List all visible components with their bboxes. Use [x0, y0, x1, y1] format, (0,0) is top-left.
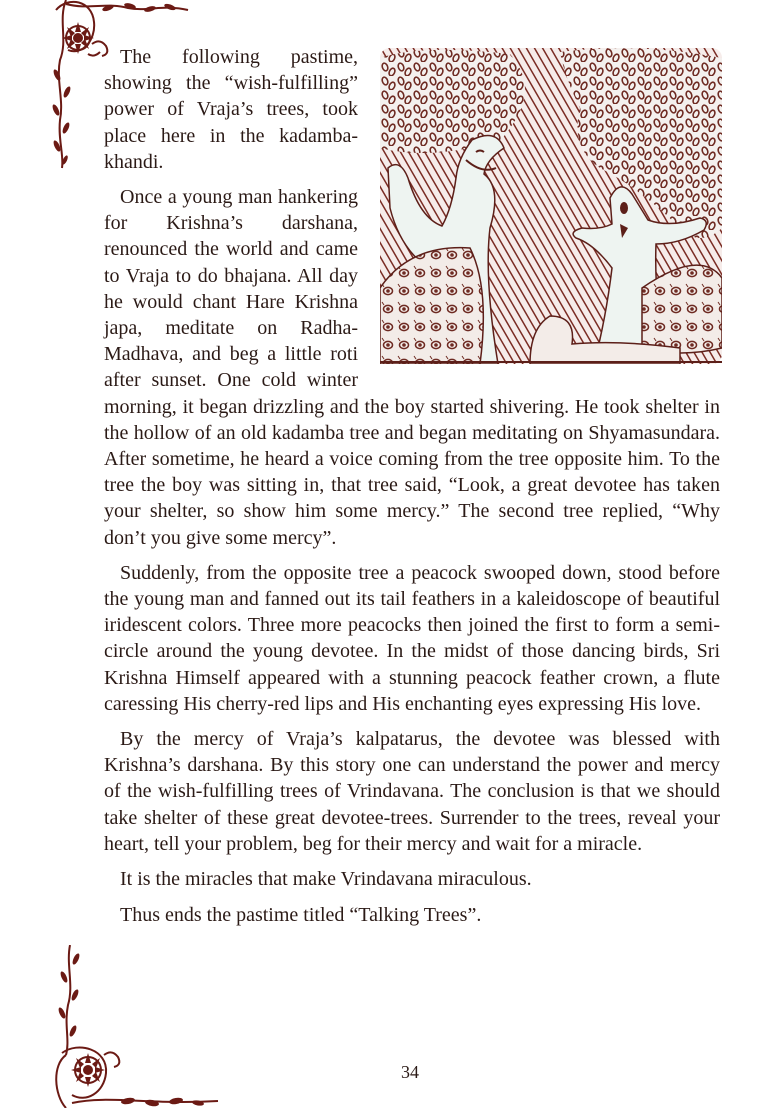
- paragraph-miracles: It is the miracles that make Vrindavana miraculous.: [120, 868, 532, 891]
- floral-corner-ornament-bottom: [48, 945, 228, 1108]
- illustration-icon: [380, 48, 722, 364]
- page-number: 34: [401, 1062, 419, 1082]
- story-text: [104, 44, 720, 939]
- paragraph-peacocks: Suddenly, from the opposite tree a peacock swooped down, stood before the young man and fanned out its tail feathers in a kaleidoscope of beautiful iridescent colors. Three more peacocks then joined the first to form a semi-circle around the young devotee. In the midst of those dancing birds, Sri Krishna Himself appeared with a stunning peacock feather crown, a flute caressing His cherry-red lips and His enchanting eyes expressing His love.: [104, 561, 720, 715]
- paragraph-young-man: Once a young man hankering for Krishna’s darshana, renounced the world and came to Vraja to do bhajana. All day he would chant Hare Krishna japa, meditate on Radha-Madhava, and beg a little roti after sunset. One cold winter morning, it began drizzling and the boy started shivering. He took shelter in the hollow of an old kadamba tree and began meditating on Shyamasundara. After sometime, he heard a voice coming from the tree opposite him. To the tree the boy was sitting in, that tree said, “Look, a great devotee has taken your shelter, so show him some mercy.” The second tree replied, “Why don’t you give some mercy”.: [104, 186, 720, 549]
- paragraph-ending: Thus ends the pastime titled “Talking Trees”.: [120, 904, 482, 927]
- talking-trees-illustration: [380, 48, 722, 364]
- paragraph-conclusion: By the mercy of Vraja’s kalpatarus, the devotee was blessed with Krishna’s darshana. By this story one can understand the power and mercy of the wish-fulfilling trees of Vrindavana. The conclusion is that we should take shelter of these great devotee-trees. Surrender to the trees, reveal your heart, tell your problem, beg for their mercy and wait for a miracle.: [104, 728, 720, 855]
- paragraph-intro: The following pastime, showing the “wish-fulfilling” power of Vraja’s trees, took place here in the kadamba-khandi.: [104, 46, 358, 173]
